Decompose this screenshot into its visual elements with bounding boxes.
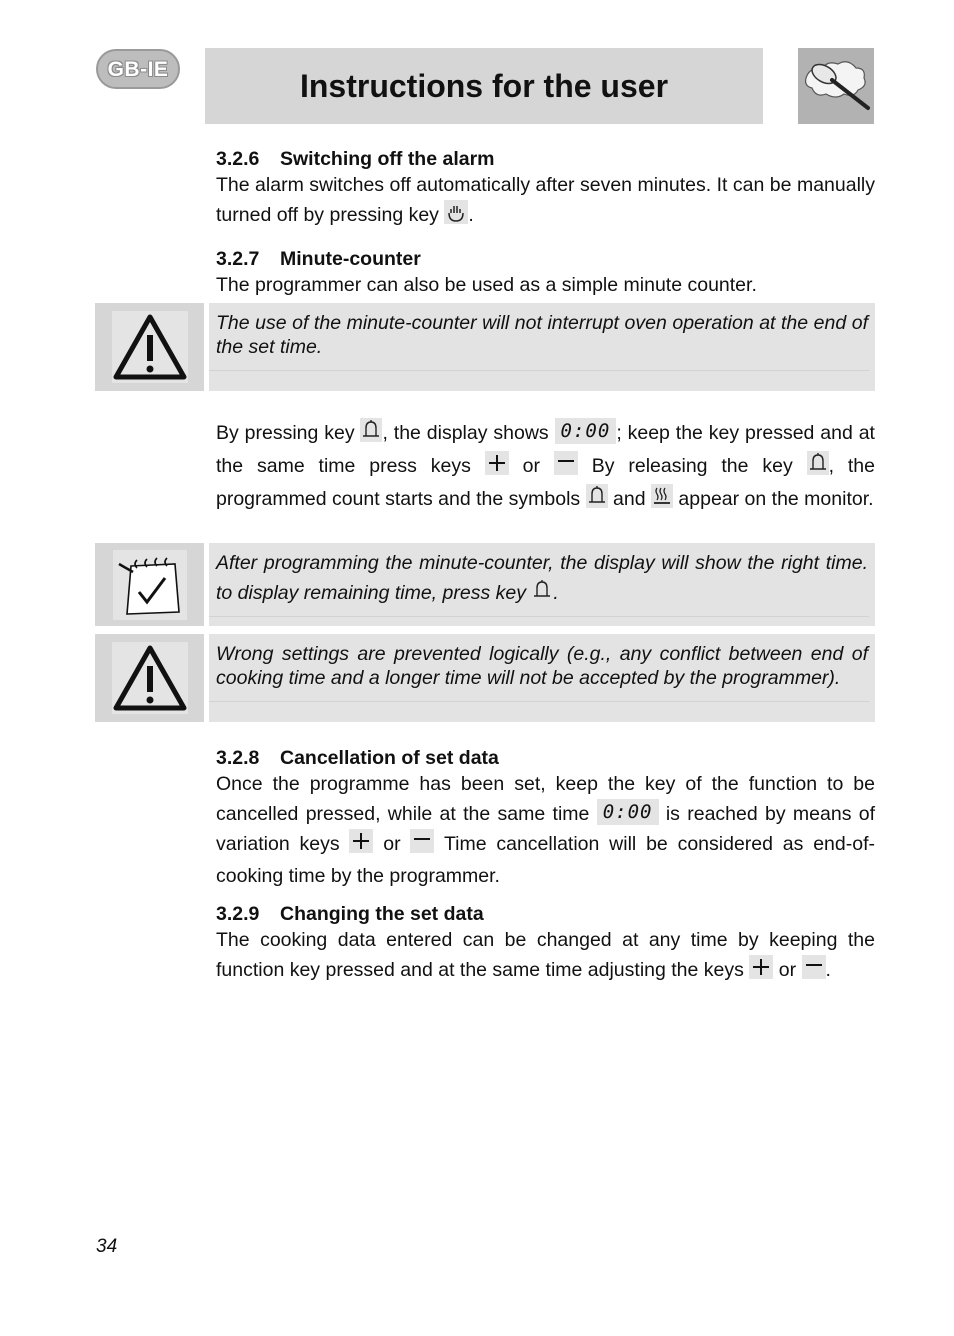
paragraph-text: The alarm switches off automatically after seven minutes. It can be manually turned off by pressing key xyxy=(216,174,875,226)
paragraph-text: Once the programme has been set, keep the key of the function to be cancelled pressed, while at the same time xyxy=(216,773,875,825)
paragraph-text: By pressing key xyxy=(216,422,355,444)
section-3-2-9 xyxy=(216,902,875,988)
section-number: 3.2.9 xyxy=(216,903,260,925)
page-header xyxy=(205,48,763,124)
warning-text: Wrong settings are prevented logically (e.g., any conflict between end of cooking time and a longer time will not be accepted by the programmer). xyxy=(216,643,868,689)
hand-key-icon xyxy=(444,200,468,233)
section-3-2-8 xyxy=(216,746,875,891)
paragraph-text: , the programmed count starts and the symbols xyxy=(216,455,875,510)
minus-key-icon xyxy=(410,829,434,862)
note-icon-box xyxy=(95,543,204,626)
section-title: Cancellation of set data xyxy=(280,747,499,769)
section-heading xyxy=(216,902,875,926)
warning-note xyxy=(209,303,875,391)
section-number: 3.2.6 xyxy=(216,148,260,170)
notepad-icon xyxy=(113,550,187,620)
paragraph-text: is reached by means of variation keys xyxy=(216,803,876,855)
section-paragraph xyxy=(216,926,875,988)
paragraph-text: The cooking data entered can be changed at any time by keeping the function key pressed and at the same time adjusting the keys xyxy=(216,929,875,981)
paragraph-text: and xyxy=(613,488,646,510)
paragraph-text: , the display shows xyxy=(382,422,549,444)
plus-key-icon xyxy=(485,451,509,484)
chef-spoon-logo xyxy=(798,48,874,124)
paragraph-text: Time cancellation will be considered as end-of-cooking time by the programmer. xyxy=(216,833,876,887)
section-number: 3.2.8 xyxy=(216,747,260,769)
paragraph-text: appear on the monitor. xyxy=(678,488,874,510)
section-3-2-6 xyxy=(216,147,875,233)
section-paragraph: The programmer can also be used as a simple minute counter. xyxy=(216,274,757,296)
section-3-2-7 xyxy=(216,247,875,300)
section-title: Changing the set data xyxy=(280,903,484,925)
plus-key-icon xyxy=(349,829,373,862)
warning-note xyxy=(209,634,875,722)
info-note xyxy=(209,543,875,626)
paragraph-text: or xyxy=(383,833,401,855)
warning-icon xyxy=(112,642,188,714)
paragraph-text: or xyxy=(778,959,797,981)
display-readout: 0:00 xyxy=(597,799,659,825)
bell-key-icon xyxy=(586,484,608,517)
warning-icon-box xyxy=(95,634,204,722)
minus-key-icon xyxy=(802,955,826,988)
plus-key-icon xyxy=(749,955,773,988)
bell-key-icon xyxy=(531,578,553,611)
note-text: . xyxy=(553,582,559,604)
paragraph-text: . xyxy=(825,959,831,981)
section-title: Switching off the alarm xyxy=(280,148,495,170)
bell-key-icon xyxy=(807,451,829,484)
section-paragraph xyxy=(216,770,875,891)
region-badge: GB-IE xyxy=(96,49,180,89)
section-paragraph xyxy=(216,418,875,517)
minus-key-icon xyxy=(554,451,578,484)
page-number: 34 xyxy=(96,1236,118,1257)
warning-icon-box xyxy=(95,303,204,391)
section-heading xyxy=(216,247,875,271)
paragraph-text: . xyxy=(468,204,474,226)
section-paragraph xyxy=(216,171,875,233)
warning-text: The use of the minute-counter will not interrupt oven operation at the end of the set time. xyxy=(216,312,868,358)
display-readout: 0:00 xyxy=(555,418,617,444)
section-title: Minute-counter xyxy=(280,248,421,270)
cooking-symbol-icon xyxy=(651,484,673,517)
note-text: After programming the minute-counter, the display will show the right time. to display remaining time, press key xyxy=(216,552,868,604)
section-number: 3.2.7 xyxy=(216,248,260,270)
minute-counter-instructions xyxy=(216,418,875,517)
bell-key-icon xyxy=(360,418,382,451)
paragraph-text: By releasing the key xyxy=(591,455,793,477)
paragraph-text: ; keep the key pressed and at the same time press keys xyxy=(216,422,875,477)
page-title: Instructions for the user xyxy=(299,67,669,104)
paragraph-text: or xyxy=(522,455,540,477)
section-heading xyxy=(216,147,875,171)
warning-icon xyxy=(112,311,188,383)
section-heading xyxy=(216,746,875,770)
